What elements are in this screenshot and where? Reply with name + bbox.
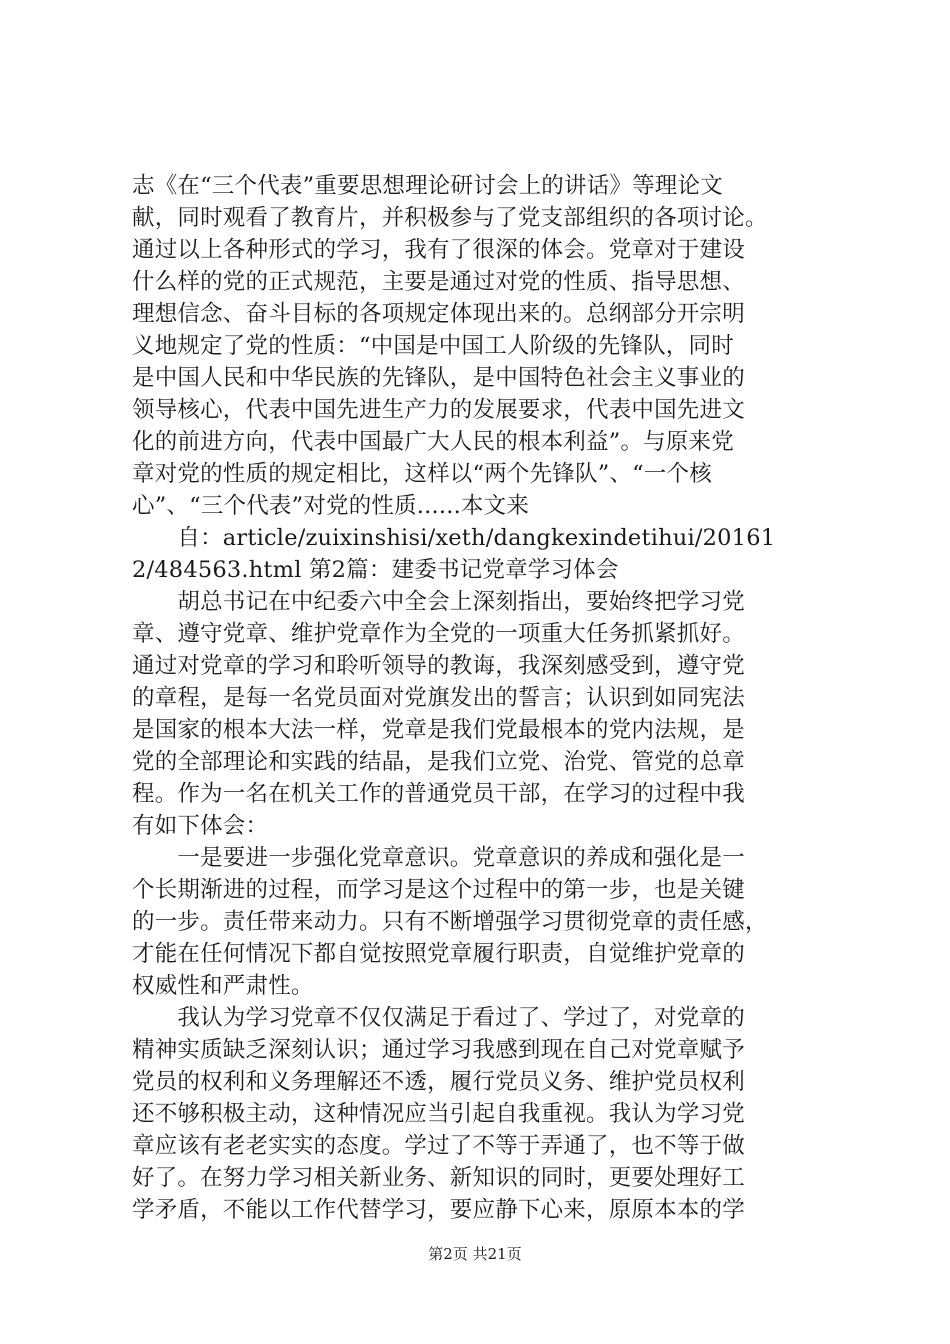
text-line: 的一步。责任带来动力。只有不断增强学习贯彻党章的责任感， <box>132 909 768 935</box>
text-line: 章、遵守党章、维护党章作为全党的一项重大任务抓紧抓好。 <box>132 621 745 647</box>
text-line: 我认为学习党章不仅仅满足于看过了、学过了，对党章的 <box>132 1005 745 1031</box>
text-line: 学矛盾，不能以工作代替学习，要应静下心来，原原本本的学 <box>132 1197 745 1223</box>
text-line: 还不够积极主动，这种情况应当引起自我重视。我认为学习党 <box>132 1101 745 1127</box>
text-line: 党的全部理论和实践的结晶，是我们立党、治党、管党的总章 <box>132 749 745 775</box>
page-footer: 第2页 共21页 <box>428 1245 522 1263</box>
text-line: 2/484563.html 第2篇：建委书记党章学习体会 <box>132 557 619 583</box>
text-line: 化的前进方向，代表中国最广大人民的根本利益”。与原来党 <box>132 429 734 455</box>
text-line: 程。作为一名在机关工作的普通党员干部，在学习的过程中我 <box>132 781 745 807</box>
text-line: 通过以上各种形式的学习，我有了很深的体会。党章对于建设 <box>132 237 745 263</box>
document-body <box>132 170 832 1226</box>
text-line: 才能在任何情况下都自觉按照党章履行职责，自觉维护党章的 <box>132 941 745 967</box>
text-line: 一是要进一步强化党章意识。党章意识的养成和强化是一 <box>132 845 745 871</box>
text-line: 义地规定了党的性质：“中国是中国工人阶级的先锋队，同时 <box>132 333 734 359</box>
text-line: 什么样的党的正式规范，主要是通过对党的性质、指导思想、 <box>132 269 745 295</box>
text-line: 有如下体会： <box>132 813 269 839</box>
text-line: 的章程，是每一名党员面对党旗发出的誓言；认识到如同宪法 <box>132 685 745 711</box>
text-line: 好了。在努力学习相关新业务、新知识的同时，更要处理好工 <box>132 1165 745 1191</box>
text-line: 个长期渐进的过程，而学习是这个过程中的第一步，也是关键 <box>132 877 745 903</box>
text-line: 献，同时观看了教育片，并积极参与了党支部组织的各项讨论。 <box>132 205 768 231</box>
text-line: 章应该有老老实实的态度。学过了不等于弄通了，也不等于做 <box>132 1133 745 1159</box>
text-line: 章对党的性质的规定相比，这样以“两个先锋队”、“一个核 <box>132 461 712 487</box>
text-line: 权威性和严肃性。 <box>132 973 314 999</box>
text-line: 领导核心，代表中国先进生产力的发展要求，代表中国先进文 <box>132 397 745 423</box>
text-line: 通过对党章的学习和聆听领导的教诲，我深刻感受到，遵守党 <box>132 653 745 679</box>
text-line: 精神实质缺乏深刻认识；通过学习我感到现在自己对党章赋予 <box>132 1037 745 1063</box>
text-line: 是中国人民和中华民族的先锋队，是中国特色社会主义事业的 <box>132 365 745 391</box>
text-line: 是国家的根本大法一样，党章是我们党最根本的党内法规，是 <box>132 717 745 743</box>
text-line: 党员的权利和义务理解还不透，履行党员义务、维护党员权利 <box>132 1069 745 1095</box>
text-line: 理想信念、奋斗目标的各项规定体现出来的。总纲部分开宗明 <box>132 301 745 327</box>
text-line: 志《在“三个代表”重要思想理论研讨会上的讲话》等理论文 <box>132 173 723 199</box>
text-line: 自：article/zuixinshisi/xeth/dangkexindetihui/20161 <box>132 525 776 551</box>
text-line: 胡总书记在中纪委六中全会上深刻指出，要始终把学习党 <box>132 589 745 615</box>
text-line: 心”、“三个代表”对党的性质......本文来 <box>132 493 530 519</box>
